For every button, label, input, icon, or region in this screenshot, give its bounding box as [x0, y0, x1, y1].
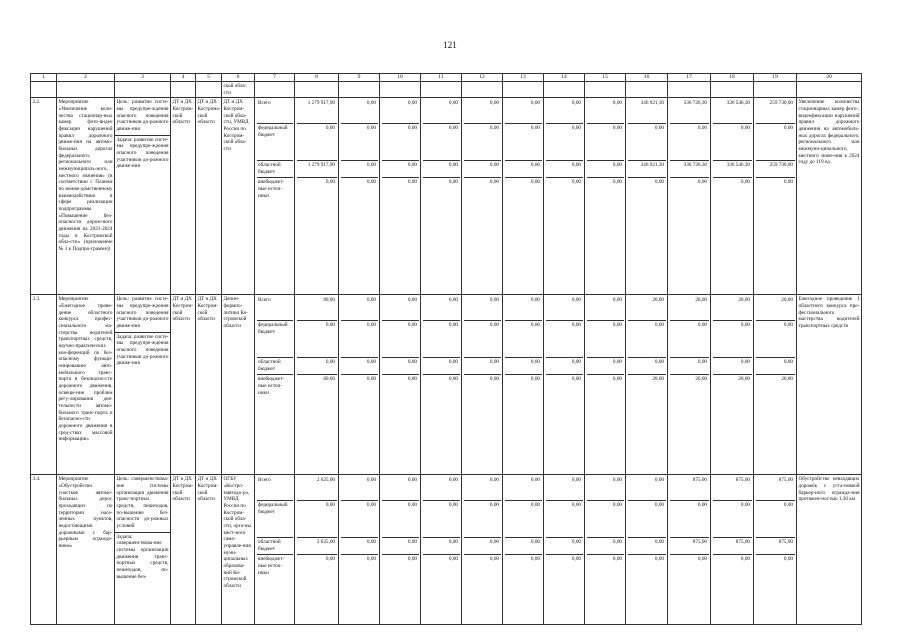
goal-text: Цель: совершенствова-ние системы организации движения транс-портных средств, пешеходов, по-вышение без-опасности до-рожных условий: [116, 476, 169, 530]
funding-value: 0,00: [505, 160, 542, 177]
responsible-executor: ДТ и ДХ Костром-ской области: [171, 295, 196, 475]
continuation-text: ской обла-сти: [222, 82, 255, 98]
funding-value: 0,00: [423, 537, 460, 554]
funding-value: 0,00: [297, 500, 337, 537]
funding-values: [295, 475, 339, 625]
column-number: 19: [754, 74, 797, 82]
funding-value: 2 625,00: [297, 537, 337, 554]
funding-value: 80,00: [323, 297, 335, 304]
funding-value: 0,00: [297, 123, 337, 160]
funding-value: 0,00: [612, 297, 622, 304]
funding-value: 20,00: [670, 374, 709, 407]
funding-value: 0,00: [713, 554, 752, 587]
funding-values: [544, 98, 585, 295]
funding-value: 0,00: [713, 177, 752, 210]
funding-value: 0,00: [448, 477, 458, 484]
funding-value: 20,00: [652, 297, 664, 304]
column-number: 11: [421, 74, 462, 82]
funding-value: 0,00: [382, 177, 419, 210]
responsible-executor: ДТ и ДХ Костром-ской области: [171, 475, 196, 625]
funding-values: [711, 98, 754, 295]
participants: Депин-формпо-литики Ко-стромской области: [222, 295, 255, 475]
funding-value: 0,00: [366, 100, 376, 107]
funding-value: 0,00: [546, 374, 583, 407]
funding-source-label: Всего: [258, 297, 271, 304]
funding-values: [585, 98, 626, 295]
funding-value: 875,00: [670, 537, 709, 554]
funding-value: 0,00: [587, 537, 624, 554]
funding-value: 0,00: [407, 297, 417, 304]
goal-text: Цель: развитие систе-мы предупре-ждения опасного поведения участников до-рожного движе-ния: [116, 99, 169, 133]
funding-value: 0,00: [464, 537, 501, 554]
funding-value: 0,00: [756, 123, 795, 160]
funding-value: 0,00: [423, 177, 460, 210]
funding-value: 20,00: [756, 374, 795, 407]
funding-value: 0,00: [297, 320, 337, 357]
column-number: 1: [31, 74, 57, 82]
funding-value: 0,00: [505, 537, 542, 554]
funding-value: 0,00: [464, 320, 501, 357]
funding-values: [462, 98, 503, 295]
funding-values: [668, 295, 711, 475]
funding-value: 0,00: [423, 357, 460, 374]
measure-number: 3.3.: [31, 295, 57, 475]
expected-result: Обустройство невходящих дорожек с уста-новкой барьер-ного огражде-ния протяжен-ностью 1,30 км: [797, 475, 862, 625]
funding-value: 0,00: [546, 320, 583, 357]
funding-sources: [255, 98, 295, 295]
funding-value: 20,00: [781, 297, 793, 304]
funding-value: 0,00: [530, 297, 540, 304]
funding-value: 0,00: [587, 357, 624, 374]
funding-value: 0,00: [366, 477, 376, 484]
funding-value: 0,00: [670, 357, 709, 374]
funding-values: [711, 295, 754, 475]
funding-value: 0,00: [628, 537, 666, 554]
funding-value: 1 279 917,90: [307, 100, 335, 107]
funding-value: 0,00: [423, 554, 460, 587]
funding-values: [339, 475, 380, 625]
measure-number: 3.4.: [31, 475, 57, 625]
funding-value: 875,00: [692, 477, 707, 484]
funding-value: 0,00: [297, 177, 337, 210]
funding-source-label: областной бюджет: [257, 160, 293, 177]
funding-value: 0,00: [713, 357, 752, 374]
column-number: 12: [462, 74, 503, 82]
measure-goal-task: [115, 98, 171, 295]
funding-values: [380, 98, 421, 295]
funding-values: [585, 295, 626, 475]
funding-value: 20,00: [628, 374, 666, 407]
responsible-executor: ДТ и ДХ Костром-ской области: [171, 98, 196, 295]
funding-values: [421, 475, 462, 625]
funding-value: 0,00: [587, 500, 624, 537]
column-number: 2: [57, 74, 115, 82]
funding-value: 20,00: [713, 374, 752, 407]
funding-values: [380, 295, 421, 475]
funding-value: 0,00: [341, 320, 378, 357]
funding-value: 0,00: [489, 100, 499, 107]
funding-value: 0,00: [464, 554, 501, 587]
column-number: 18: [711, 74, 754, 82]
funding-value: 0,00: [489, 297, 499, 304]
funding-value: 0,00: [366, 297, 376, 304]
task-text: Задача: совершенствова-ние системы организации движения транс-портных средств, пешеходов, по-вышение без-: [116, 533, 169, 580]
funding-value: 875,00: [778, 477, 793, 484]
funding-values: [421, 98, 462, 295]
continuation-row: [31, 82, 862, 98]
page-number: 121: [443, 40, 457, 50]
funding-value: 0,00: [423, 123, 460, 160]
funding-value: 1 279 917,90: [297, 160, 337, 177]
funding-value: 0,00: [571, 100, 581, 107]
funding-values: [462, 475, 503, 625]
column-number: 10: [380, 74, 421, 82]
funding-value: 0,00: [628, 177, 666, 210]
funding-value: 0,00: [382, 537, 419, 554]
funding-value: 875,00: [756, 537, 795, 554]
column-number: 17: [668, 74, 711, 82]
funding-value: 0,00: [297, 554, 337, 587]
funding-value: 0,00: [713, 500, 752, 537]
funding-value: 0,00: [464, 374, 501, 407]
funding-value: 0,00: [530, 477, 540, 484]
funding-value: 259 730,00: [756, 160, 795, 177]
funding-value: 0,00: [464, 500, 501, 537]
funding-value: 0,00: [628, 554, 666, 587]
funding-value: 0,00: [341, 160, 378, 177]
column-number: 9: [339, 74, 380, 82]
column-number: 3: [115, 74, 171, 82]
funding-values: [626, 295, 668, 475]
co-executor: ДТ и ДХ Кострома-ской области: [196, 98, 222, 295]
funding-value: 0,00: [587, 123, 624, 160]
funding-value: 0,00: [423, 500, 460, 537]
funding-value: 0,00: [756, 177, 795, 210]
measure-title: Мероприятие «Ежегодное прове-дение областного конкурса профес-сионального ма-стерства водителей транспортных средств, научно-практических кон-ференций по без-опасному функци-онированию авто-мобильного транс-порта и безопасно-сти дорожного движения, освеще-ние проблем регу-лирования дея-тельности автомо-бильного транс-порта и безопасно-сти дорожного движения в сред-ствах массовой информации»: [57, 295, 115, 475]
funding-value: 0,00: [756, 320, 795, 357]
funding-value: 0,00: [546, 123, 583, 160]
funding-values: [626, 475, 668, 625]
funding-value: 0,00: [546, 357, 583, 374]
funding-value: 80,00: [297, 374, 337, 407]
funding-values: [754, 475, 797, 625]
measure-goal-task: [115, 295, 171, 475]
funding-value: 0,00: [587, 374, 624, 407]
funding-value: 20,00: [695, 297, 707, 304]
goal-text: Цель: развитие систе-мы предупре-ждения опасного поведения участников до-рожного движе-ния: [116, 296, 169, 330]
funding-value: 0,00: [587, 160, 624, 177]
funding-value: 0,00: [464, 357, 501, 374]
funding-values: [668, 98, 711, 295]
funding-value: 0,00: [423, 320, 460, 357]
funding-value: 0,00: [628, 500, 666, 537]
funding-value: 0,00: [505, 320, 542, 357]
funding-value: 0,00: [628, 123, 666, 160]
task-text: Задача: развитие систе-мы предупре-ждения опасного поведения участников до-рожного движе-ния: [116, 333, 169, 367]
funding-value: 346 921,30: [640, 100, 664, 107]
funding-values: [503, 475, 544, 625]
funding-value: 0,00: [756, 500, 795, 537]
funding-value: 0,00: [382, 320, 419, 357]
participants: ОГБУ «Костро-мавтодо-р», УМВД России по Костром-ской обла-сти, орга-ны мест-ного само-управле-ния муни-ципальных образова-ний Ко-стромской области: [222, 475, 255, 625]
column-number: 16: [626, 74, 668, 82]
column-number: 6: [222, 74, 255, 82]
funding-value: 0,00: [546, 500, 583, 537]
funding-value: 0,00: [756, 357, 795, 374]
co-executor: ДТ и ДХ Костром-ской области: [196, 475, 222, 625]
funding-value: 0,00: [407, 100, 417, 107]
funding-value: 0,00: [382, 500, 419, 537]
funding-values: [462, 295, 503, 475]
funding-values: [503, 295, 544, 475]
funding-values: [295, 295, 339, 475]
funding-value: 0,00: [587, 554, 624, 587]
funding-source-label: областной бюджет: [257, 357, 293, 374]
funding-value: 0,00: [505, 554, 542, 587]
funding-value: 0,00: [341, 554, 378, 587]
funding-value: 0,00: [464, 177, 501, 210]
funding-value: 0,00: [448, 100, 458, 107]
column-number: 20: [797, 74, 862, 82]
funding-value: 2 625,00: [316, 477, 335, 484]
funding-value: 0,00: [670, 554, 709, 587]
funding-value: 0,00: [423, 160, 460, 177]
funding-value: 0,00: [628, 357, 666, 374]
funding-values: [754, 98, 797, 295]
funding-source-label: федеральный бюджет: [257, 320, 293, 357]
funding-value: 0,00: [713, 320, 752, 357]
funding-value: 0,00: [756, 554, 795, 587]
funding-sources: [255, 295, 295, 475]
participants: ДТ и ДХ Костром-ской обла-сти, УМВД России по Костром-ской обла-сти: [222, 98, 255, 295]
funding-value: 0,00: [571, 297, 581, 304]
funding-value: 0,00: [571, 477, 581, 484]
funding-values: [754, 295, 797, 475]
measure-title: Мероприятие «Обустройство участков автомо-бильных дорог, проходящих по территории насе-ленных пунктов, недостающими дорожными с бар-рьерным огражде-нием»: [57, 475, 115, 625]
measure-row: [31, 295, 862, 475]
funding-source-label: внебюджет-ные источ-ники: [257, 554, 293, 587]
funding-value: 20,00: [738, 297, 750, 304]
funding-value: 0,00: [341, 537, 378, 554]
funding-value: 0,00: [612, 100, 622, 107]
funding-value: 0,00: [382, 123, 419, 160]
column-number-row: [31, 74, 862, 82]
measure-row: [31, 475, 862, 625]
funding-values: [295, 98, 339, 295]
measure-title: Мероприятие «Увеличение коли-чества стационар-ных камер фото-видео фиксации нарушений правил дорожного движе-ния на автомо-бильных дорогах федерального, регионального или межмуниципаль-ного, местного значения» (в соответствии с Планом по межве-домственному взаимодействию в сфере реализации подпрограммы «Повышение без-опасности дорож-ного движения на 2021-2024 годы в Костромской обла-сти» (приложение № 1 к Подпро-грамме)): [57, 98, 115, 295]
funding-values: [380, 475, 421, 625]
funding-values: [544, 295, 585, 475]
funding-value: 0,00: [670, 320, 709, 357]
funding-value: 0,00: [423, 374, 460, 407]
funding-value: 0,00: [382, 554, 419, 587]
funding-value: 0,00: [382, 160, 419, 177]
co-executor: ДТ и ДХ Костром-ской области: [196, 295, 222, 475]
task-text: Задача: развитие систе-мы предупре-ждения опасного поведения участников до-рожного движе-ния: [116, 136, 169, 170]
funding-value: 0,00: [670, 500, 709, 537]
column-number: 15: [585, 74, 626, 82]
funding-source-label: федеральный бюджет: [257, 500, 293, 537]
column-number: 8: [295, 74, 339, 82]
funding-value: 0,00: [341, 123, 378, 160]
funding-value: 0,00: [546, 554, 583, 587]
funding-source-label: Всего: [258, 477, 271, 484]
funding-value: 0,00: [341, 357, 378, 374]
funding-values: [339, 98, 380, 295]
funding-value: 0,00: [628, 320, 666, 357]
funding-value: 0,00: [670, 123, 709, 160]
funding-values: [626, 98, 668, 295]
funding-source-label: Всего: [258, 100, 271, 107]
funding-value: 336 546,30: [726, 100, 750, 107]
funding-value: 346 921,30: [628, 160, 666, 177]
measure-goal-task: [115, 475, 171, 625]
funding-value: 0,00: [341, 374, 378, 407]
funding-value: 0,00: [505, 500, 542, 537]
funding-value: 0,00: [505, 357, 542, 374]
column-number: 14: [544, 74, 585, 82]
funding-value: 0,00: [546, 177, 583, 210]
funding-value: 0,00: [713, 123, 752, 160]
funding-source-label: федеральный бюджет: [257, 123, 293, 160]
funding-value: 0,00: [297, 357, 337, 374]
measure-row: [31, 98, 862, 295]
funding-value: 0,00: [546, 537, 583, 554]
funding-values: [544, 475, 585, 625]
funding-value: 336 546,30: [713, 160, 752, 177]
expected-result: Ежегодное проведение 1 областного конкурса про-фессионального мастерства водителей транспортных средств: [797, 295, 862, 475]
funding-value: 0,00: [612, 477, 622, 484]
column-number: 7: [255, 74, 295, 82]
funding-value: 0,00: [341, 177, 378, 210]
funding-source-label: областной бюджет: [257, 537, 293, 554]
column-number: 4: [171, 74, 196, 82]
funding-value: 0,00: [505, 123, 542, 160]
funding-values: [503, 98, 544, 295]
funding-values: [421, 295, 462, 475]
funding-values: [339, 295, 380, 475]
funding-value: 0,00: [587, 320, 624, 357]
funding-value: 336 726,30: [683, 100, 707, 107]
funding-value: 0,00: [546, 160, 583, 177]
funding-value: 0,00: [530, 100, 540, 107]
funding-value: 0,00: [407, 477, 417, 484]
funding-value: 0,00: [505, 177, 542, 210]
funding-value: 0,00: [587, 177, 624, 210]
funding-value: 0,00: [341, 500, 378, 537]
funding-value: 0,00: [505, 374, 542, 407]
funding-value: 0,00: [670, 177, 709, 210]
funding-values: [668, 475, 711, 625]
funding-value: 0,00: [382, 357, 419, 374]
funding-table: [30, 73, 862, 625]
funding-source-label: внебюджет-ные источ-ники: [257, 374, 293, 407]
column-number: 5: [196, 74, 222, 82]
funding-value: 875,00: [713, 537, 752, 554]
expected-result: Увеличение количества стационарных камер фото-, видеофиксации нарушений правил дорожного движения на автомобиль-ных дорогах федерального, регионального или межмуни-ципального, местного значе-ния к 2024 году до 119 ед.: [797, 98, 862, 295]
funding-value: 0,00: [464, 160, 501, 177]
funding-value: 0,00: [382, 374, 419, 407]
funding-values: [585, 475, 626, 625]
funding-value: 336 726,30: [670, 160, 709, 177]
funding-value: 875,00: [735, 477, 750, 484]
funding-value: 0,00: [489, 477, 499, 484]
column-number: 13: [503, 74, 544, 82]
funding-value: 0,00: [448, 297, 458, 304]
funding-values: [711, 475, 754, 625]
measure-number: 3.2.: [31, 98, 57, 295]
funding-sources: [255, 475, 295, 625]
funding-value: 0,00: [464, 123, 501, 160]
funding-value: 0,00: [654, 477, 664, 484]
funding-value: 259 730,00: [769, 100, 793, 107]
funding-source-label: внебюджет-ные источ-ники: [257, 177, 293, 210]
